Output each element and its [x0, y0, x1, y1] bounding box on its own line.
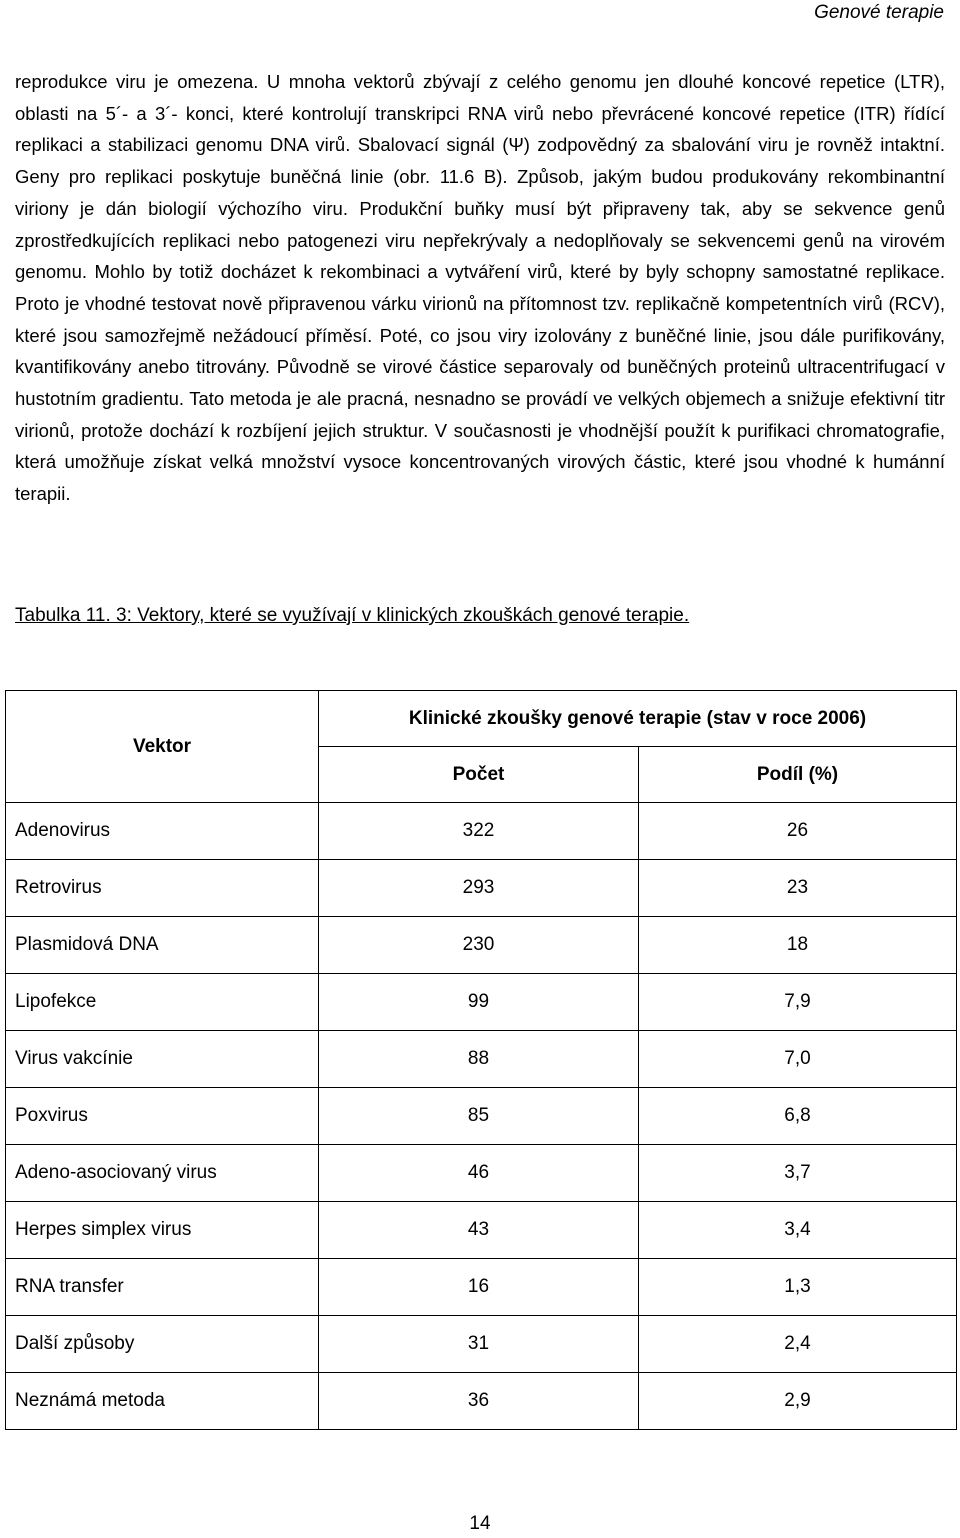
running-head: Genové terapie	[814, 2, 944, 23]
trial-count: 88	[319, 1031, 639, 1088]
trial-count: 36	[319, 1373, 639, 1430]
table-row	[6, 1373, 957, 1430]
table-row	[6, 974, 957, 1031]
table-row	[6, 1202, 957, 1259]
trial-share: 26	[639, 803, 957, 860]
header-group: Klinické zkoušky genové terapie (stav v roce 2006)	[319, 691, 957, 747]
vector-name: Poxvirus	[6, 1088, 319, 1145]
trial-share: 3,4	[639, 1202, 957, 1259]
vector-name: Virus vakcínie	[6, 1031, 319, 1088]
table-row	[6, 1145, 957, 1202]
table-row	[6, 803, 957, 860]
trial-count: 16	[319, 1259, 639, 1316]
vector-name: Plasmidová DNA	[6, 917, 319, 974]
table-row	[6, 1088, 957, 1145]
vector-name: Neznámá metoda	[6, 1373, 319, 1430]
table-row	[6, 1259, 957, 1316]
table-caption: Tabulka 11. 3: Vektory, které se využívají v klinických zkouškách genové terapie.	[15, 605, 690, 626]
trial-share: 23	[639, 860, 957, 917]
trial-share: 3,7	[639, 1145, 957, 1202]
vector-name: Další způsoby	[6, 1316, 319, 1373]
vector-table	[5, 690, 957, 1430]
header-count: Počet	[319, 747, 639, 803]
trial-share: 6,8	[639, 1088, 957, 1145]
table-row	[6, 1031, 957, 1088]
table-row	[6, 917, 957, 974]
vector-name: Lipofekce	[6, 974, 319, 1031]
trial-share: 1,3	[639, 1259, 957, 1316]
trial-count: 293	[319, 860, 639, 917]
trial-share: 18	[639, 917, 957, 974]
trial-share: 2,4	[639, 1316, 957, 1373]
trial-share: 7,0	[639, 1031, 957, 1088]
table-row	[6, 1316, 957, 1373]
vector-name: Herpes simplex virus	[6, 1202, 319, 1259]
vector-name: Retrovirus	[6, 860, 319, 917]
trial-count: 99	[319, 974, 639, 1031]
page-number: 14	[469, 1513, 491, 1534]
trial-count: 322	[319, 803, 639, 860]
header-share: Podíl (%)	[639, 747, 957, 803]
vector-name: RNA transfer	[6, 1259, 319, 1316]
header-vector: Vektor	[6, 691, 319, 803]
vector-name: Adeno-asociovaný virus	[6, 1145, 319, 1202]
trial-count: 46	[319, 1145, 639, 1202]
trial-count: 43	[319, 1202, 639, 1259]
table-row	[6, 860, 957, 917]
trial-count: 230	[319, 917, 639, 974]
body-paragraph: reprodukce viru je omezena. U mnoha vektorů zbývají z celého genomu jen dlouhé koncové repetice (LTR), oblasti na 5´- a 3´- konci, které kontrolují transkripci RNA virů nebo převrácené koncové repetice (ITR) řídící replikaci a stabilizaci genomu DNA virů. Sbalovací signál (Ψ) zodpovědný za sbalování viru je rovněž intaktní. Geny pro replikaci poskytuje buněčná linie (obr. 11.6 B). Způsob, jakým budou produkovány rekombinantní viriony je dán biologií výchozího viru. Produkční buňky musí být připraveny tak, aby se sekvence genů zprostředkujících replikaci nebo patogenezi viru nepřekrývaly a nedoplňovaly se sekvencemi genů na virovém genomu. Mohlo by totiž docházet k rekombinaci a vytváření virů, které by byly schopny samostatné replikace. Proto je vhodné testovat nově připravenou várku virionů na přítomnost tzv. replikačně kompetentních virů (RCV), které jsou samozřejmě nežádoucí příměsí. Poté, co jsou viry izolovány z buněčné linie, jsou dále purifikovány, kvantifikovány anebo titrovány. Původně se virové částice separovaly od buněčných proteinů ultracentrifugací v hustotním gradientu. Tato metoda je ale pracná, nesnadno se provádí ve velkých objemech a snižuje efektivní titr virionů, protože dochází k rozbíjení jejich struktur. V současnosti je vhodnější použít k purifikaci chromatografie, která umožňuje získat velká množství vysoce koncentrovaných virových částic, které jsou vhodné k humánní terapii.	[15, 71, 945, 505]
trial-share: 2,9	[639, 1373, 957, 1430]
vector-name: Adenovirus	[6, 803, 319, 860]
trial-count: 85	[319, 1088, 639, 1145]
trial-share: 7,9	[639, 974, 957, 1031]
trial-count: 31	[319, 1316, 639, 1373]
